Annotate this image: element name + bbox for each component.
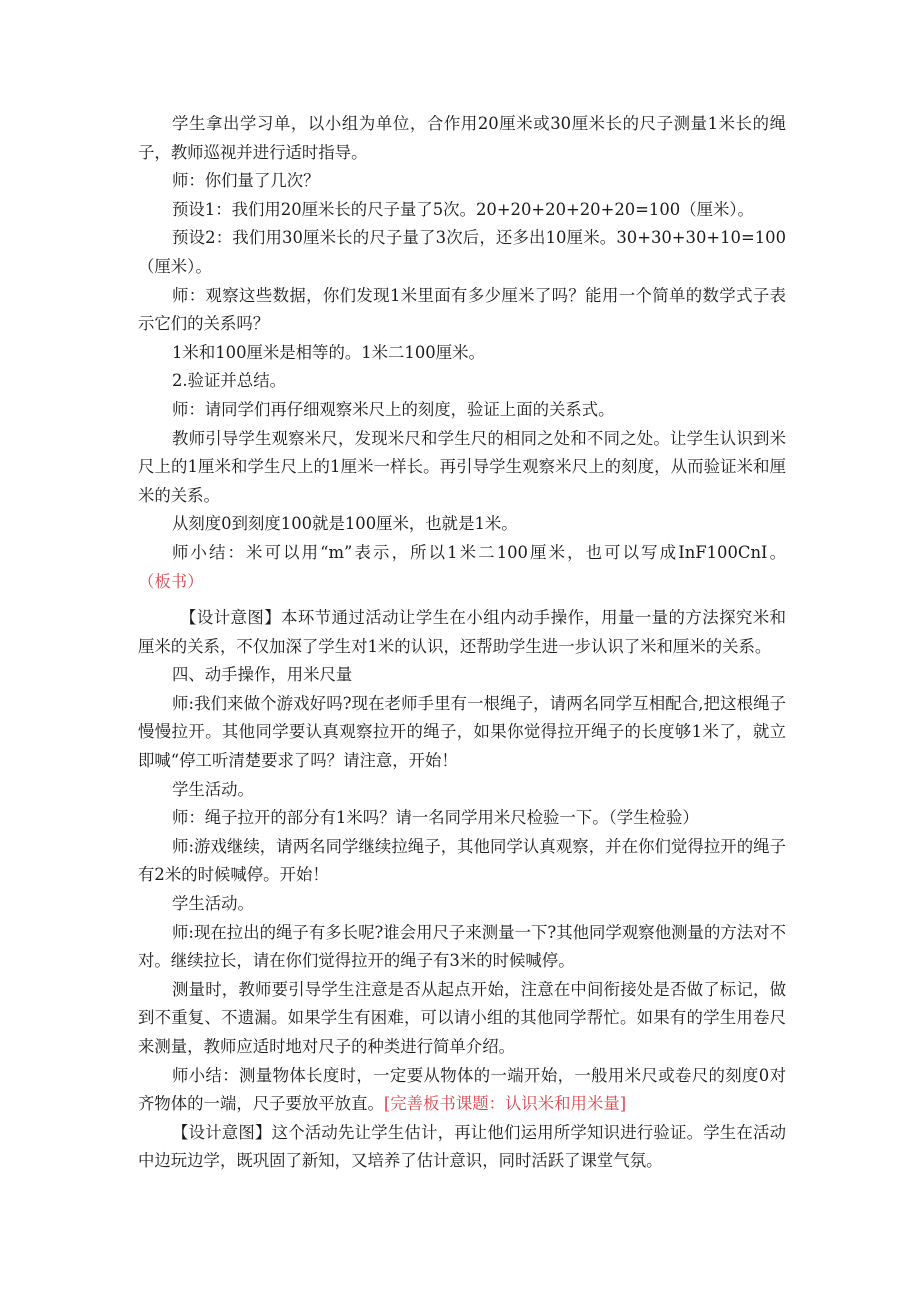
paragraph-text: 学生活动。 <box>172 894 254 914</box>
board-note: [完善板书课题：认识米和用米量] <box>383 1094 627 1114</box>
paragraph-text: 2.验证并总结。 <box>172 371 286 391</box>
paragraph-text: 师:游戏继续，请两名同学继续拉绳子，其他同学认真观察，并在你们觉得拉开的绳子有2米的时候喊停。开始！ <box>138 836 786 885</box>
paragraph-text: 师：绳子拉开的部分有1米吗？请一名同学用米尺检验一下。（学生检验） <box>172 808 699 828</box>
paragraph-measure-guidance <box>138 976 786 1062</box>
paragraph-scale-0-100 <box>138 510 786 539</box>
paragraph-text: 学生拿出学习单，以小组为单位，合作用20厘米或30厘米长的尺子测量1米长的绳子，教师巡视并进行适时指导。 <box>138 114 786 162</box>
paragraph-design-intent-1 <box>138 604 786 661</box>
paragraph-preset-1 <box>138 196 786 225</box>
paragraph-design-intent-2 <box>138 1119 786 1176</box>
paragraph-student-activity-1 <box>138 776 786 805</box>
paragraph-text: 预设2：我们用30厘米长的尺子量了3次后，还多出10厘米。30+30+30+10=100（厘米）。 <box>138 228 786 276</box>
paragraph-student-activity-2 <box>138 890 786 919</box>
paragraph-game-continue <box>138 833 786 890</box>
paragraph-preset-2 <box>138 224 786 281</box>
paragraph-text: 四、动手操作，用米尺量 <box>172 665 353 685</box>
paragraph-observe-ruler <box>138 396 786 425</box>
paragraph-text: 师小结：米可以用“m”表示，所以1米二100厘米，也可以写成InF100CnI。 <box>172 542 786 562</box>
paragraph-text: 师小结：测量物体长度时，一定要从物体的一端开始，一般用米尺或卷尺的刻度0对齐物体的一端，尺子要放平放直。 <box>138 1065 786 1114</box>
paragraph-student-measuring <box>138 110 786 167</box>
paragraph-text: 教师引导学生观察米尺，发现米尺和学生尺的相同之处和不同之处。让学生认识到米尺上的1厘米和学生尺上的1厘米一样长。再引导学生观察米尺上的刻度，从而验证米和厘米的关系。 <box>138 428 786 505</box>
paragraph-measure-rope <box>138 919 786 976</box>
paragraph-text: 1米和100厘米是相等的。1米二100厘米。 <box>172 342 485 362</box>
paragraph-text: 从刻度0到刻度100就是100厘米，也就是1米。 <box>172 514 518 534</box>
paragraph-teacher-guide <box>138 425 786 511</box>
paragraph-text: 【设计意图】本环节通过活动让学生在小组内动手操作，用量一量的方法探究米和厘米的关系，不仅加深了学生对1米的认识，还帮助学生进一步认识了米和厘米的关系。 <box>138 608 786 656</box>
paragraph-teacher-question <box>138 167 786 196</box>
board-note: （板书） <box>138 571 204 591</box>
paragraph-summary-unit <box>138 539 786 596</box>
paragraph-text: 学生活动。 <box>172 779 254 799</box>
paragraph-observe-data <box>138 282 786 339</box>
paragraph-summary-measure <box>138 1062 786 1119</box>
paragraph-verify-heading <box>138 367 786 396</box>
paragraph-text: 师:我们来做个游戏好吗?现在老师手里有一根绳子，请两名同学互相配合,把这根绳子慢慢拉开。其他同学要认真观察拉开的绳子，如果你觉得拉开绳子的长度够1米了，就立即喊“停工听清楚要求了吗？请注意，开始！ <box>138 693 786 771</box>
paragraph-check-1m <box>138 804 786 833</box>
paragraph-text: 预设1：我们用20厘米长的尺子量了5次。20+20+20+20+20=100（厘米）。 <box>172 199 754 219</box>
section-heading-hands-on <box>138 661 786 690</box>
paragraph-text: 师:现在拉出的绳子有多长呢?谁会用尺子来测量一下?其他同学观察他测量的方法对不对。继续拉长，请在你们觉得拉开的绳子有3米的时候喊停。 <box>138 922 786 971</box>
paragraph-equality <box>138 339 786 368</box>
document-body <box>138 110 786 1176</box>
paragraph-text: 师：你们量了几次？ <box>172 171 320 191</box>
paragraph-rope-game <box>138 690 786 776</box>
paragraph-text: 师：请同学们再仔细观察米尺上的刻度，验证上面的关系式。 <box>172 399 615 419</box>
paragraph-text: 测量时，教师要引导学生注意是否从起点开始，注意在中间衔接处是否做了标记，做到不重复、不遗漏。如果学生有困难，可以请小组的其他同学帮忙。如果有的学生用卷尺来测量，教师应适时地对尺子的种类进行简单介绍。 <box>138 979 786 1056</box>
paragraph-text: 【设计意图】这个活动先让学生估计，再让他们运用所学知识进行验证。学生在活动中边玩边学，既巩固了新知，又培养了估计意识，同时活跃了课堂气氛。 <box>138 1122 786 1171</box>
paragraph-text: 师：观察这些数据，你们发现1米里面有多少厘米了吗？能用一个简单的数学式子表示它们的关系吗？ <box>138 285 786 334</box>
